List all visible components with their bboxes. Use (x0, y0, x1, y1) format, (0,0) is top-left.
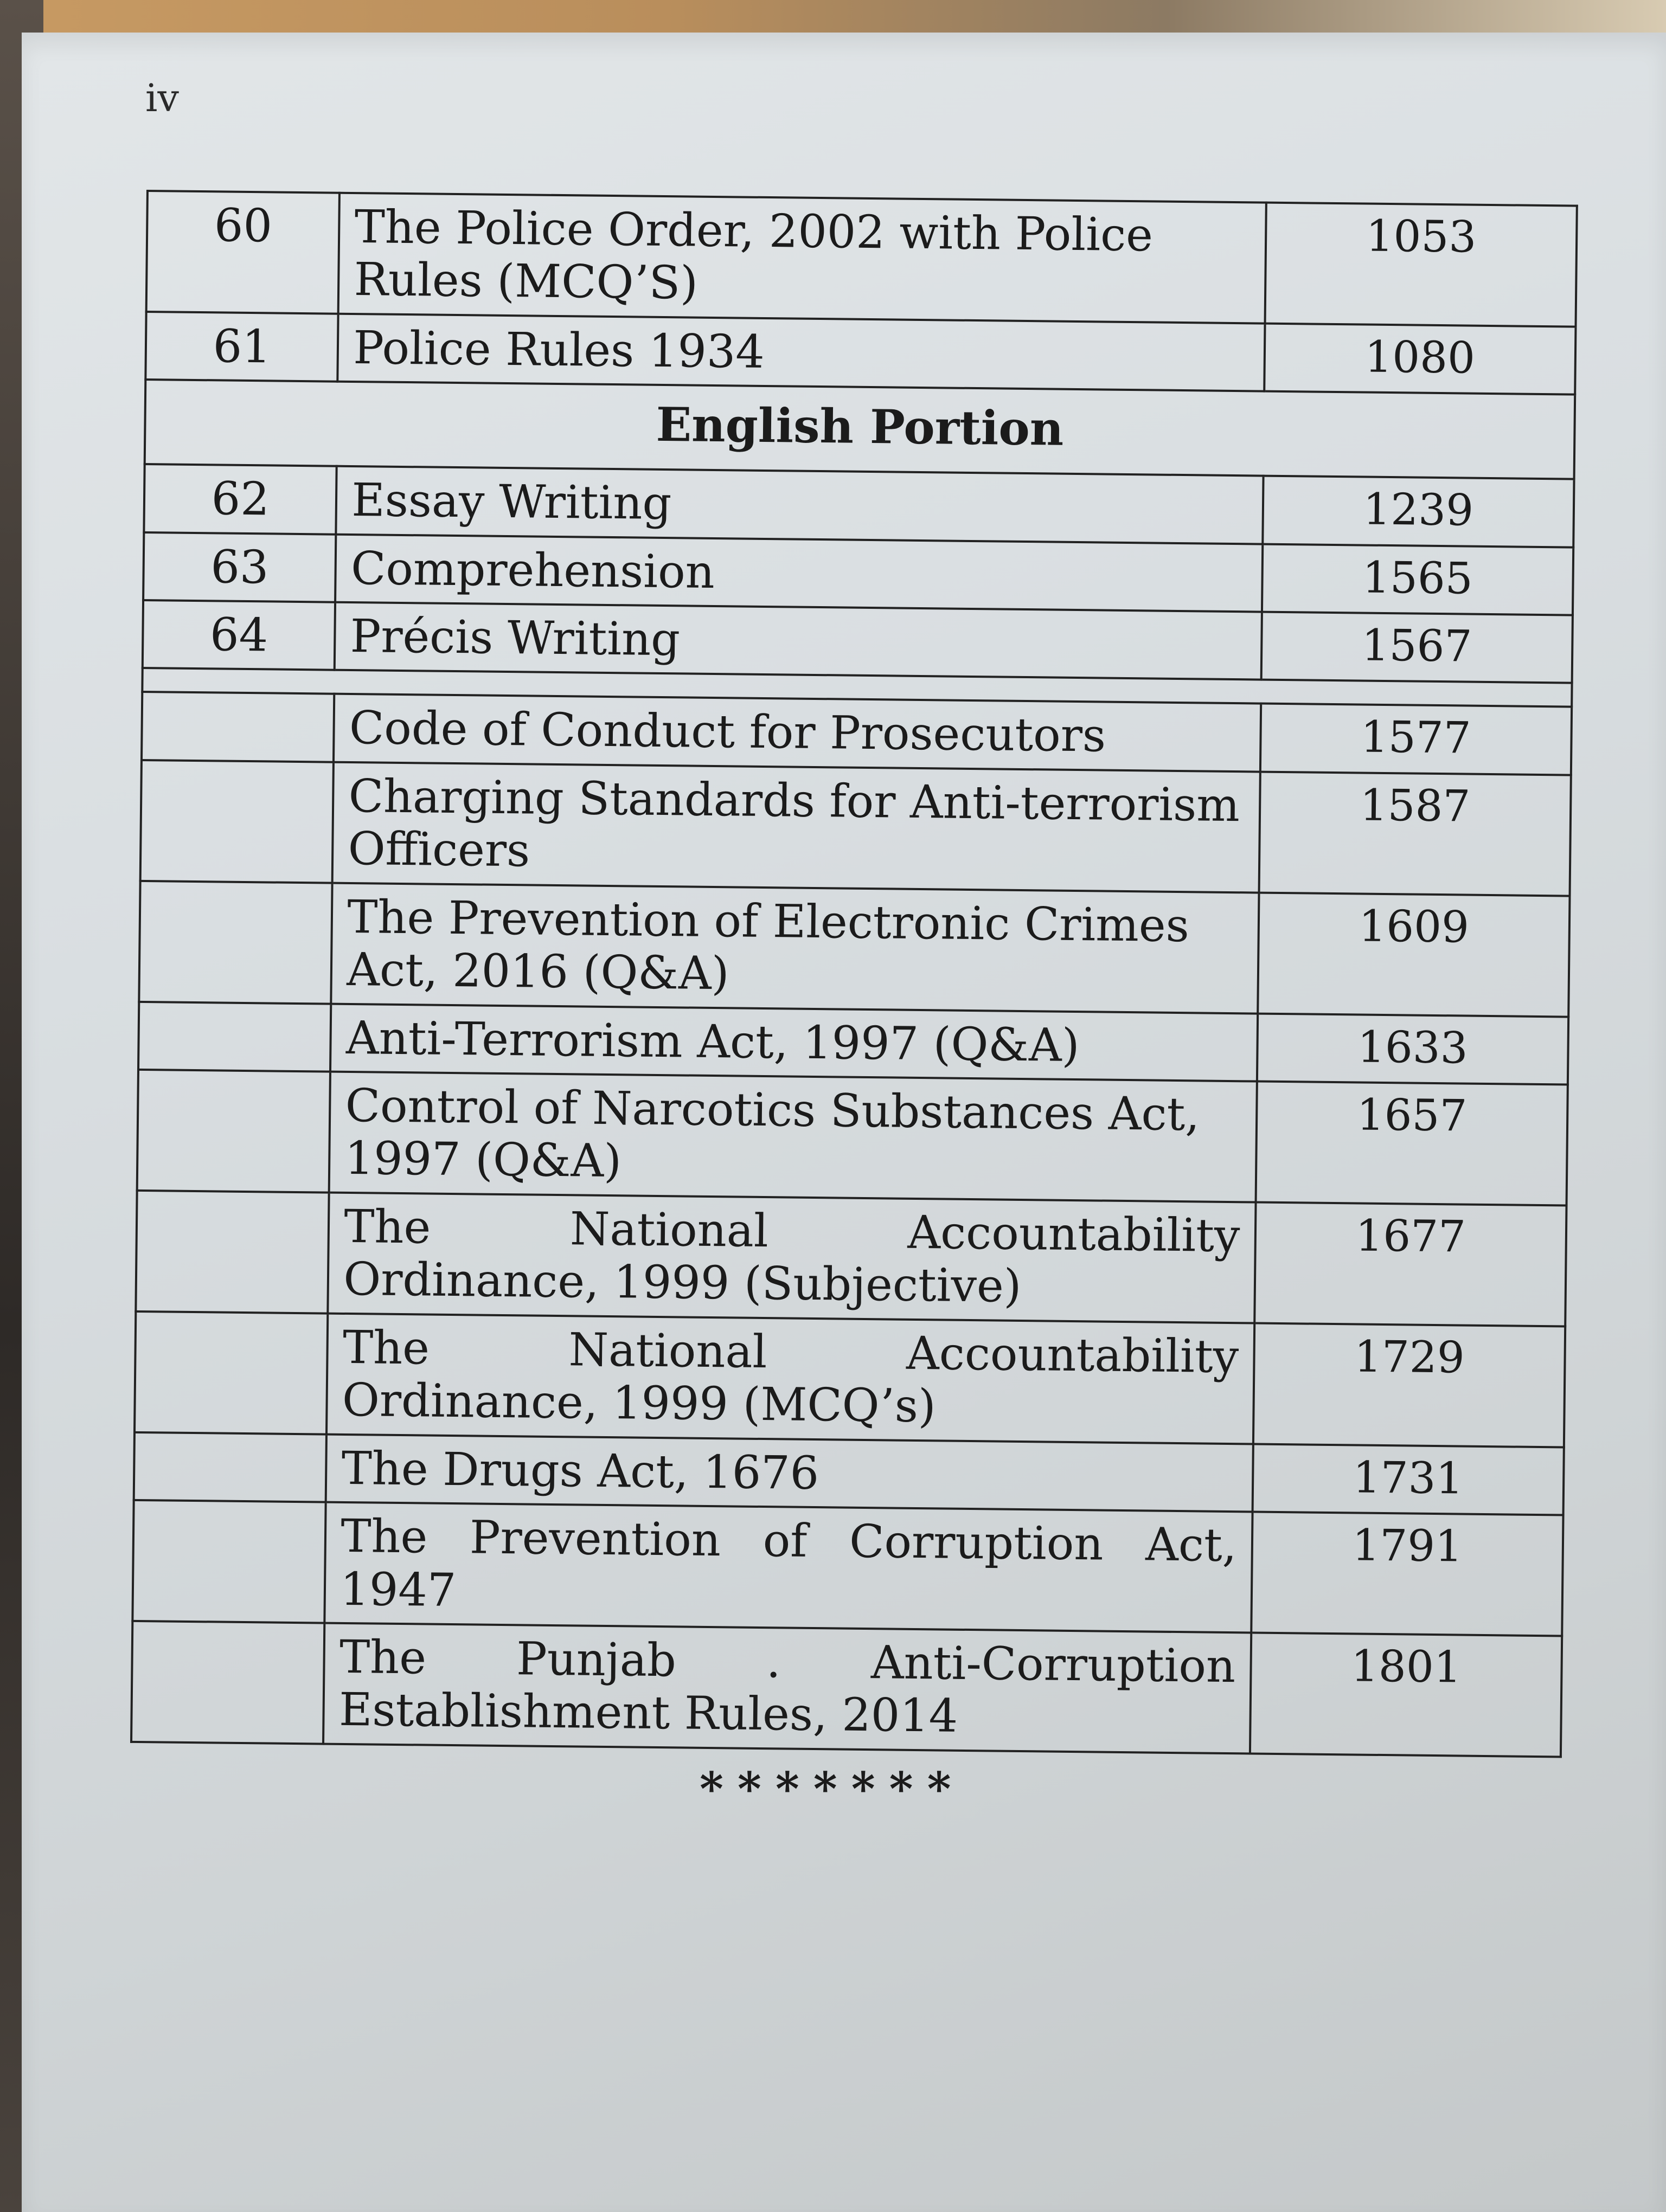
item-number (132, 1500, 326, 1623)
item-number: 64 (143, 600, 336, 670)
item-title: The Punjab . Anti-Corruption Establishment Rules, 2014 (323, 1623, 1251, 1754)
item-number (139, 881, 332, 1004)
item-title: Control of Narcotics Substances Act, 1997 (Q&A) (329, 1072, 1257, 1203)
item-title: The Police Order, 2002 with Police Rules (MCQ’S) (338, 193, 1266, 324)
item-number (140, 760, 334, 883)
section-heading: English Portion (145, 380, 1575, 479)
item-title: Police Rules 1934 (338, 314, 1265, 391)
item-page: 1577 (1260, 704, 1572, 775)
table-row (140, 760, 1571, 896)
item-page: 1565 (1261, 544, 1573, 615)
item-number (142, 692, 335, 762)
item-number (134, 1432, 327, 1502)
table-row (134, 1311, 1565, 1447)
item-page: 1609 (1258, 892, 1570, 1017)
footer-asterisks: ******* (700, 1762, 965, 1816)
table-row (131, 1621, 1562, 1757)
item-title: Code of Conduct for Prosecutors (334, 694, 1260, 771)
item-page: 1239 (1263, 476, 1574, 547)
item-title: Anti-Terrorism Act, 1997 (Q&A) (330, 1004, 1257, 1081)
table-row (137, 1070, 1568, 1205)
item-page: 1677 (1254, 1202, 1567, 1326)
item-title: The National Accountability Ordinance, 1999 (Subjective) (328, 1193, 1255, 1323)
item-page: 1731 (1252, 1444, 1564, 1515)
item-title: Charging Standards for Anti-terrorism Officers (332, 762, 1260, 892)
item-page: 1729 (1253, 1323, 1565, 1447)
item-number: 60 (146, 191, 340, 314)
table-row (139, 881, 1569, 1017)
table-row (146, 191, 1577, 326)
item-title: The Prevention of Corruption Act, 1947 (325, 1502, 1252, 1633)
table-row (136, 1191, 1566, 1326)
contents-table (130, 190, 1578, 1758)
item-number (137, 1070, 331, 1193)
item-title: The Prevention of Electronic Crimes Act, 2016 (Q&A) (331, 883, 1259, 1013)
item-number: 63 (143, 532, 336, 602)
item-number (131, 1621, 325, 1744)
item-title: Précis Writing (335, 602, 1261, 680)
page-number: iv (145, 76, 179, 120)
item-page: 1587 (1259, 771, 1571, 896)
item-number (138, 1002, 331, 1072)
table-row (132, 1500, 1563, 1636)
item-number (134, 1311, 328, 1435)
item-number: 62 (144, 464, 337, 534)
item-page: 1080 (1264, 323, 1576, 394)
item-page: 1801 (1250, 1632, 1562, 1757)
item-number: 61 (145, 312, 338, 382)
item-page: 1053 (1265, 203, 1577, 327)
item-title: Essay Writing (336, 466, 1263, 544)
section-heading-row (145, 380, 1575, 479)
item-title: Comprehension (336, 534, 1263, 612)
item-page: 1791 (1251, 1512, 1564, 1636)
item-page: 1657 (1255, 1082, 1568, 1206)
item-number (136, 1191, 329, 1314)
item-title: The Drugs Act, 1676 (326, 1434, 1253, 1512)
item-title: The National Accountability Ordinance, 1999 (MCQ’s) (326, 1313, 1254, 1444)
item-page: 1567 (1261, 612, 1573, 683)
item-page: 1633 (1257, 1013, 1568, 1084)
